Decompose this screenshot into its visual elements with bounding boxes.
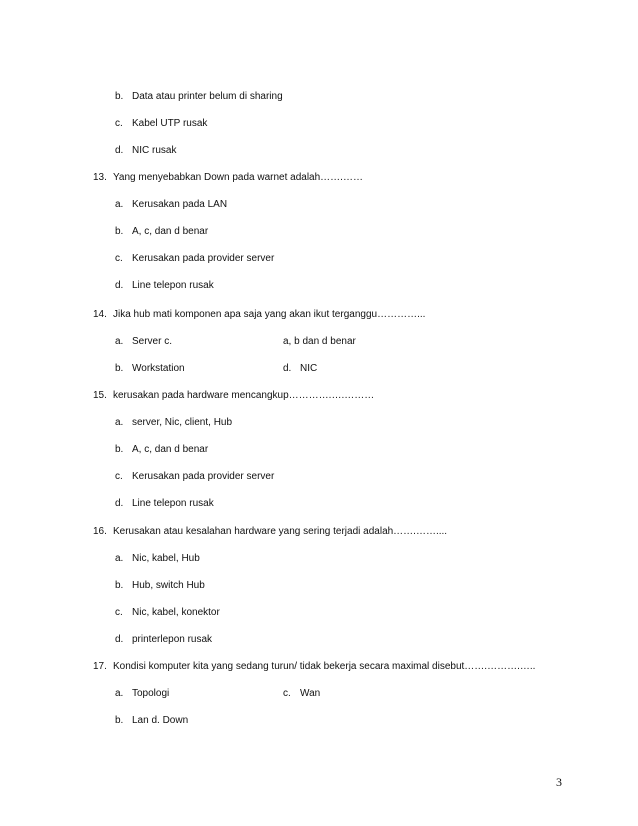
question-number: 14. [93, 309, 107, 320]
option-line [115, 553, 200, 565]
option-line [115, 498, 214, 510]
question-number: 16. [93, 526, 107, 537]
option-text: Server c. [132, 336, 173, 347]
question-number: 15. [93, 390, 107, 401]
option-line [115, 145, 176, 157]
question-16 [93, 526, 447, 538]
option-letter: b. [115, 580, 124, 591]
option-letter: d. [115, 145, 124, 156]
option-text: Topologi [132, 688, 170, 699]
option-text: Workstation [132, 363, 185, 374]
option-line-right [283, 336, 356, 348]
option-text: Nic, kabel, Hub [132, 553, 200, 564]
option-letter: a. [115, 417, 124, 428]
option-line [115, 253, 274, 265]
option-text: Kerusakan pada provider server [132, 253, 275, 264]
question-text: Kerusakan atau kesalahan hardware yang sering terjadi adalah…….…….... [113, 526, 448, 537]
option-letter: c. [115, 607, 123, 618]
option-text: Wan [300, 688, 321, 699]
option-line [115, 607, 220, 619]
option-line [115, 417, 232, 429]
option-letter: b. [115, 363, 124, 374]
option-line [115, 226, 208, 238]
option-line [115, 634, 212, 646]
option-letter: c. [115, 253, 123, 264]
option-text: Nic, kabel, konektor [132, 607, 220, 618]
option-letter: a. [115, 336, 124, 347]
option-text: server, Nic, client, Hub [132, 417, 233, 428]
option-text: Data atau printer belum di sharing [132, 91, 283, 102]
option-text: printerlepon rusak [132, 634, 213, 645]
option-letter: b. [115, 91, 124, 102]
option-letter: c. [283, 688, 291, 699]
question-14 [93, 309, 425, 321]
option-line [115, 280, 214, 292]
option-letter: c. [115, 118, 123, 129]
question-15 [93, 390, 374, 402]
option-line [115, 444, 208, 456]
option-letter: d. [115, 498, 124, 509]
option-line [115, 688, 169, 700]
option-letter: c. [115, 471, 123, 482]
option-text: Kerusakan pada provider server [132, 471, 275, 482]
option-text: A, c, dan d benar [132, 444, 209, 455]
question-text: Kondisi komputer kita yang sedang turun/ tidak bekerja secara maximal disebut…….……….….. [113, 661, 536, 672]
page-number: 3 [556, 775, 562, 789]
option-letter: d. [115, 280, 124, 291]
option-text: Kerusakan pada LAN [132, 199, 228, 210]
question-13 [93, 172, 363, 184]
option-line [115, 471, 274, 483]
option-text: Lan d. Down [132, 715, 189, 726]
option-line [115, 199, 227, 211]
option-text: a, b dan d benar [283, 336, 356, 347]
option-line [115, 91, 283, 103]
question-17 [93, 661, 535, 673]
option-line [115, 580, 205, 592]
question-text: Jika hub mati komponen apa saja yang akan ikut terganggu…………... [113, 309, 426, 320]
option-letter: b. [115, 444, 124, 455]
option-letter: d. [283, 363, 292, 374]
option-line [115, 118, 207, 130]
option-letter: d. [115, 634, 124, 645]
option-line [115, 715, 188, 727]
option-letter: a. [115, 688, 124, 699]
option-line-right [283, 363, 317, 375]
option-text: Kabel UTP rusak [132, 118, 208, 129]
option-letter: a. [115, 199, 124, 210]
option-line-right [283, 688, 320, 700]
option-text: Line telepon rusak [132, 280, 214, 291]
option-letter: a. [115, 553, 124, 564]
question-number: 13. [93, 172, 107, 183]
option-text: Line telepon rusak [132, 498, 214, 509]
option-text: Hub, switch Hub [132, 580, 205, 591]
question-number: 17. [93, 661, 107, 672]
question-text: kerusakan pada hardware mencangkup………….….……… [113, 390, 375, 401]
option-text: NIC rusak [132, 145, 177, 156]
option-letter: b. [115, 226, 124, 237]
option-line [115, 336, 172, 348]
option-line [115, 363, 185, 375]
option-letter: b. [115, 715, 124, 726]
option-text: A, c, dan d benar [132, 226, 209, 237]
question-text: Yang menyebabkan Down pada warnet adalah…….…… [113, 172, 363, 183]
option-text: NIC [300, 363, 318, 374]
